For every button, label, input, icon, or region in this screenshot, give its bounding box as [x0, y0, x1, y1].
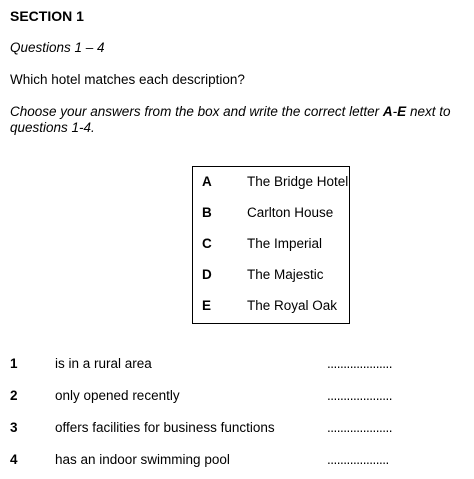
option-row	[193, 205, 349, 225]
option-letter: E	[202, 298, 212, 313]
option-letter: C	[202, 236, 212, 251]
option-letter: B	[202, 205, 212, 220]
question-row	[0, 420, 474, 440]
option-letter: A	[202, 174, 212, 189]
option-letter: D	[202, 267, 212, 282]
option-name: The Bridge Hotel	[247, 174, 349, 189]
instruction-dash: -	[392, 104, 398, 119]
answer-blank[interactable]: ....................	[327, 388, 393, 403]
option-name: The Royal Oak	[247, 298, 338, 313]
question-text: is in a rural area	[55, 356, 152, 371]
question-number: 1	[10, 356, 18, 371]
instruction-pre: Choose your answers from the box and write the correct letter	[10, 104, 383, 119]
question-row	[0, 452, 474, 472]
question-text: only opened recently	[55, 388, 180, 403]
question-prompt: Which hotel matches each description?	[10, 72, 245, 87]
option-row	[193, 298, 349, 318]
question-number: 3	[10, 420, 18, 435]
question-text: has an indoor swimming pool	[55, 452, 230, 467]
instruction-post: next to questions 1-4.	[10, 104, 451, 135]
option-row	[193, 174, 349, 194]
instruction-text	[10, 104, 470, 136]
answer-blank[interactable]: ...................	[327, 452, 389, 467]
answer-blank[interactable]: ....................	[327, 356, 393, 371]
instruction-letter-end: E	[397, 104, 407, 119]
option-name: The Majestic	[247, 267, 324, 282]
option-name: Carlton House	[247, 205, 334, 220]
question-row	[0, 356, 474, 376]
instruction-letter-start: A	[382, 104, 393, 119]
hotel-options-box	[192, 166, 350, 324]
question-text: offers facilities for business functions	[55, 420, 275, 435]
question-number: 4	[10, 452, 18, 467]
section-title: SECTION 1	[10, 8, 84, 24]
option-row	[193, 267, 349, 287]
question-number: 2	[10, 388, 18, 403]
option-row	[193, 236, 349, 256]
questions-range: Questions 1 – 4	[10, 40, 105, 55]
question-row	[0, 388, 474, 408]
option-name: The Imperial	[247, 236, 323, 251]
answer-blank[interactable]: ....................	[327, 420, 393, 435]
